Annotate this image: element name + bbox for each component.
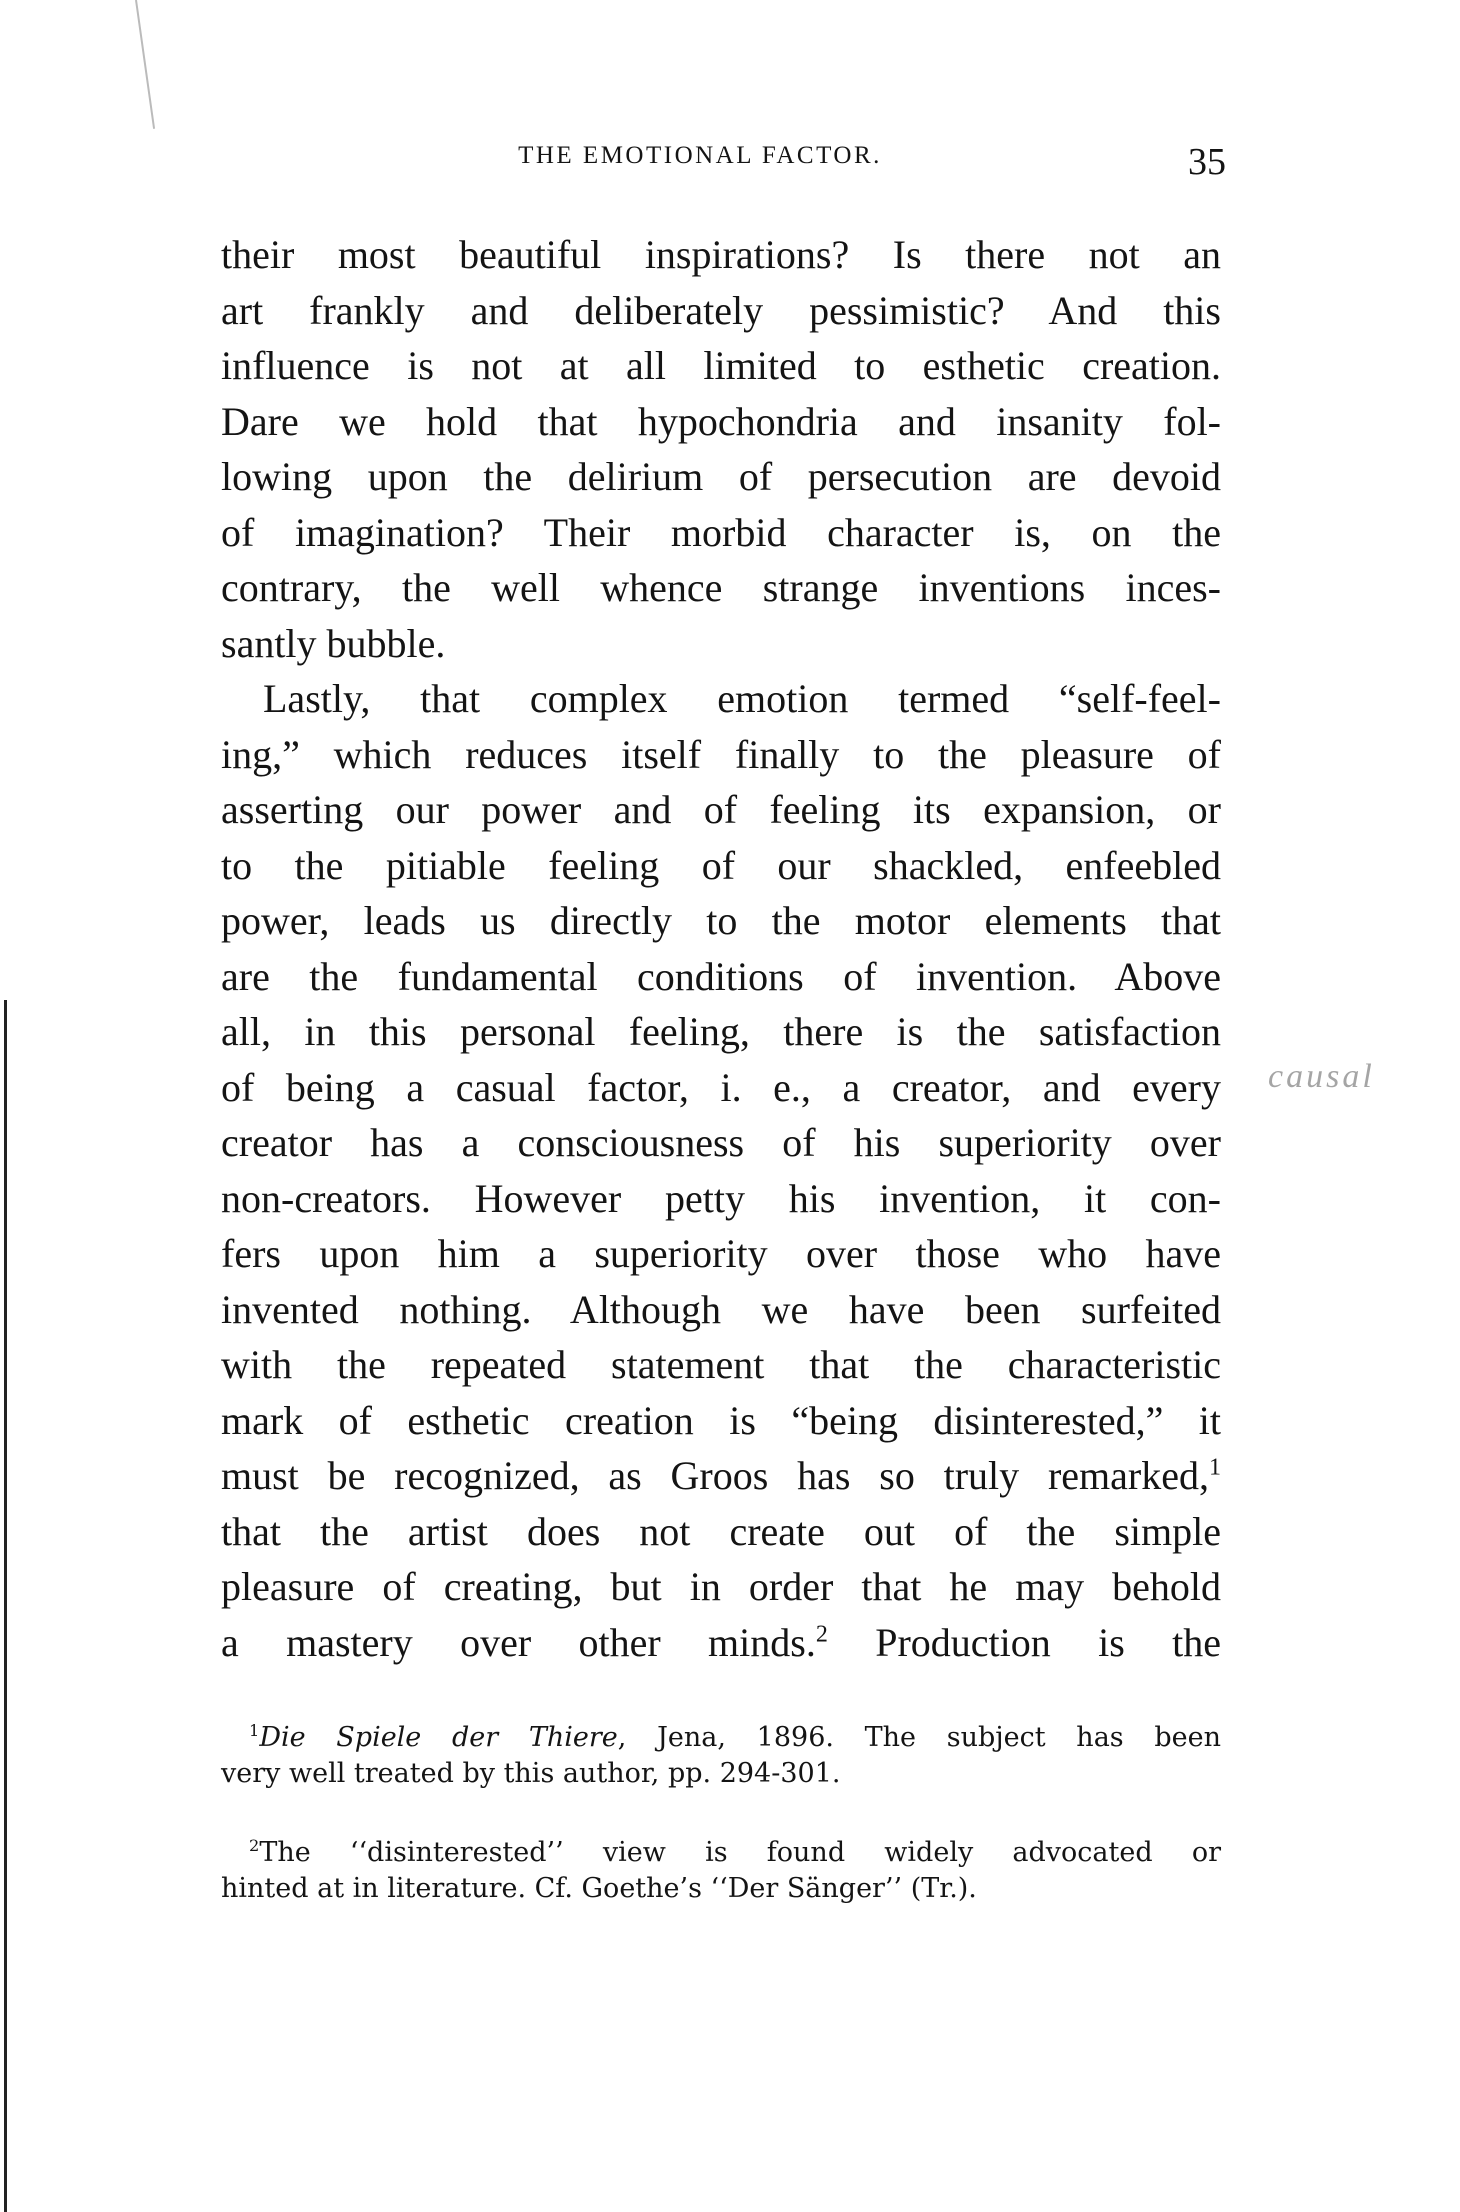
text-line: must be recognized, as Groos has so truly remarked,$^1$: [221, 1453, 1221, 1498]
text-line: that the artist does not create out of the simple: [221, 1508, 1221, 1554]
text-line: fers upon him a superiority over those who have: [221, 1231, 1221, 1276]
text-line: ing,” which reduces itself finally to the pleasure of: [221, 731, 1221, 777]
text-line: power, leads us directly to the motor elements that: [221, 898, 1221, 943]
text-line: Dare we hold that hypochondria and insanity fol-: [221, 398, 1221, 444]
page-number: 35: [1188, 141, 1226, 183]
text-line: with the repeated statement that the characteristic: [221, 1342, 1221, 1387]
handwritten-margin-note: causal: [1268, 1058, 1375, 1095]
text-line: invented nothing. Although we have been surfeited: [221, 1286, 1221, 1332]
footnote-1: [221, 1720, 1221, 1792]
text-line: a mastery over other minds.$^2$ Production is the: [221, 1619, 1222, 1665]
text-line: all, in this personal feeling, there is the satisfaction: [221, 1009, 1221, 1054]
footnote-line: very well treated by this author, pp. 294-301.: [221, 1758, 841, 1789]
text-line: art frankly and deliberately pessimistic? And this: [221, 287, 1221, 333]
text-line: creator has a consciousness of his superiority over: [221, 1120, 1221, 1165]
body-text: [221, 227, 1221, 1670]
text-line: non-creators. However petty his invention, it con-: [221, 1175, 1221, 1221]
paragraph-1: [221, 227, 1221, 671]
footnote-ref: 2: [815, 1621, 828, 1648]
footnote-line: hinted at in literature. Cf. Goethe’s ‘‘Der Sänger’’ (Tr.).: [221, 1873, 977, 1904]
text-line: to the pitiable feeling of our shackled, enfeebled: [221, 842, 1221, 888]
text-line: lowing upon the delirium of persecution are devoid: [221, 454, 1221, 499]
footnote-line: $^2$The ‘‘disinterested’’ view is found widely advocated or: [249, 1836, 1221, 1868]
footnote-ref: 1: [1209, 1454, 1221, 1481]
text-line: santly bubble.: [221, 620, 446, 666]
text-line: Lastly, that complex emotion termed “self-feel-: [263, 676, 1221, 721]
text-line: their most beautiful inspirations? Is there not an: [221, 232, 1221, 277]
text-line: influence is not at all limited to esthetic creation.: [221, 343, 1221, 388]
paragraph-2: [221, 671, 1221, 1670]
footnote-2: [221, 1835, 1221, 1907]
text-line: mark of esthetic creation is “being disinterested,” it: [221, 1397, 1221, 1443]
text-line: of being a casual factor, i. e., a creator, and every: [221, 1064, 1221, 1110]
scan-edge: [4, 1000, 7, 2212]
text-line: contrary, the well whence strange inventions inces-: [221, 565, 1221, 610]
running-title: THE EMOTIONAL FACTOR.: [518, 142, 882, 169]
text-line: are the fundamental conditions of invention. Above: [221, 953, 1221, 999]
text-line: asserting our power and of feeling its expansion, or: [221, 787, 1221, 832]
text-line: of imagination? Their morbid character is, on the: [221, 509, 1221, 555]
scan-artifact: [135, 0, 155, 129]
text-line: pleasure of creating, but in order that he may behold: [221, 1564, 1221, 1609]
footnote-line: $^1$Die Spiele der Thiere, Jena, 1896. The subject has been: [249, 1721, 1221, 1753]
